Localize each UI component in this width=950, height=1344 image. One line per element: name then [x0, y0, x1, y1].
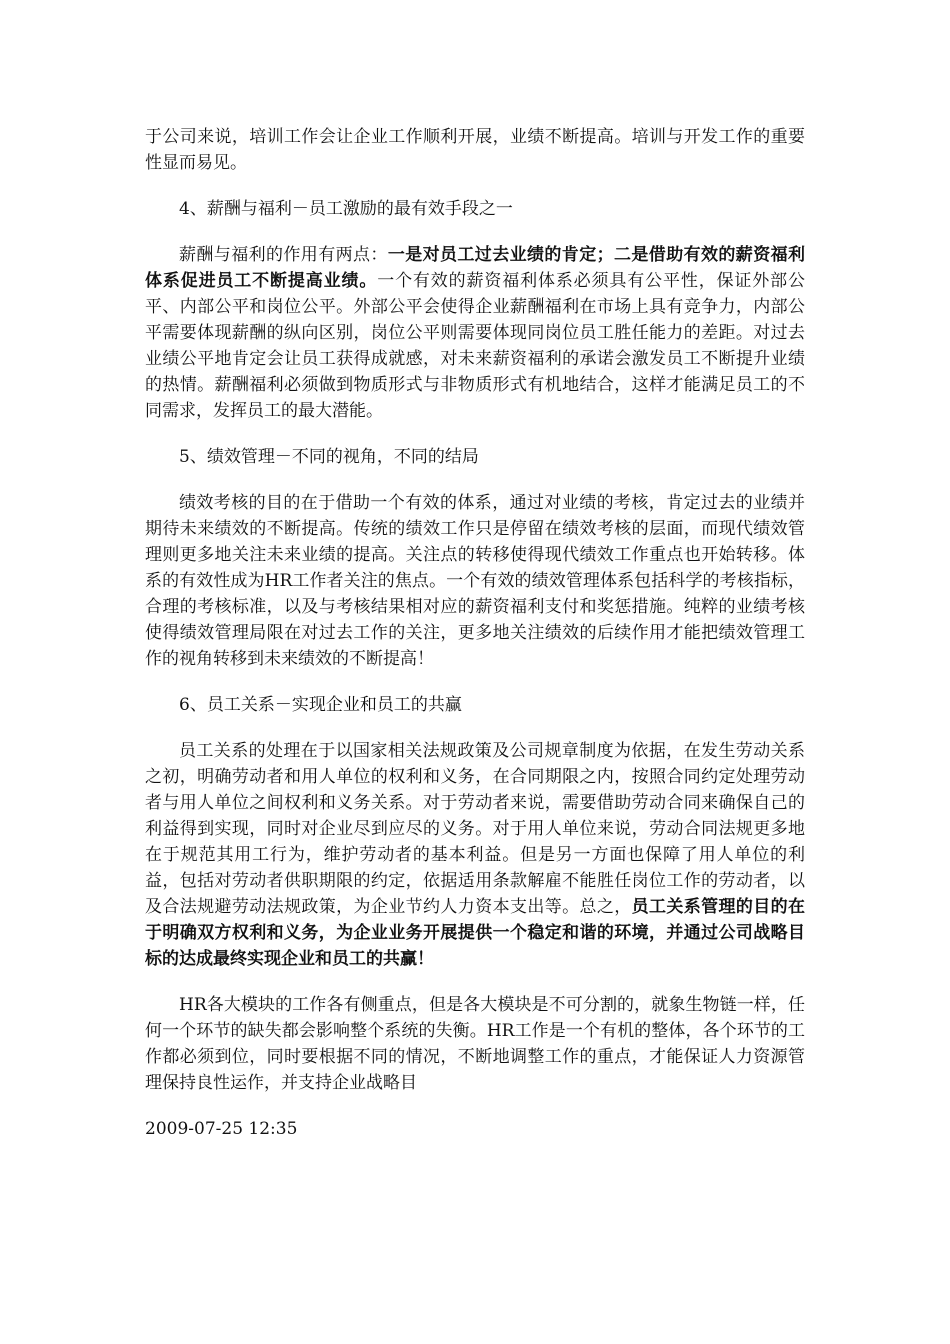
document-body: [145, 124, 805, 1142]
post-timestamp: 2009-07-25 12:35: [145, 1119, 298, 1139]
compensation-bold-statement: 一是对员工过去业绩的肯定；二是借助有效的薪资福利体系促进员工不断提高业绩。: [145, 245, 806, 291]
compensation-intro: 薪酬与福利的作用有两点：: [179, 245, 388, 265]
employee-relations-detail: 员工关系的处理在于以国家相关法规政策及公司规章制度为依据，在发生劳动关系之初，明确劳动者和用人单位的权利和义务，在合同期限之内，按照合同约定处理劳动者与用人单位之间权利和义务关系。对于劳动者来说，需要借助劳动合同来确保自己的利益得到实现，同时对企业尽到应尽的义务。对于用人单位来说，劳动合同法规更多地在于规范其用工行为，维护劳动者的基本利益。但是另一方面也保障了用人单位的利益，包括对劳动者供职期限的约定，依据适用条款解雇不能胜任岗位工作的劳动者，以及合法规避劳动法规政策，为企业节约人力资本支出等。总之，: [145, 741, 805, 917]
employee-relations-bold-conclusion: 员工关系管理的目的在于明确双方权利和义务，为企业业务开展提供一个稳定和谐的环境，并通过公司战略目标的达成最终实现企业和员工的共赢！: [145, 897, 805, 969]
paragraph-performance: 绩效考核的目的在于借助一个有效的体系，通过对业绩的考核，肯定过去的业绩并期待未来绩效的不断提高。传统的绩效工作只是停留在绩效考核的层面，而现代绩效管理则更多地关注未来业绩的提高。关注点的转移使得现代绩效工作重点也开始转移。体系的有效性成为HR工作者关注的焦点。一个有效的绩效管理体系包括科学的考核指标，合理的考核标准，以及与考核结果相对应的薪资福利支付和奖惩措施。纯粹的业绩考核使得绩效管理局限在对过去工作的关注，更多地关注绩效的后续作用才能把绩效管理工作的视角转移到未来绩效的不断提高！: [145, 493, 805, 669]
heading-employee-relations: 6、员工关系－实现企业和员工的共赢: [179, 695, 462, 715]
heading-performance: 5、绩效管理－不同的视角，不同的结局: [179, 447, 479, 467]
compensation-detail: 一个有效的薪资福利体系必须具有公平性，保证外部公平、内部公平和岗位公平。外部公平会使得企业薪酬福利在市场上具有竞争力，内部公平需要体现薪酬的纵向区别，岗位公平则需要体现同岗位员工胜任能力的差距。对过去业绩公平地肯定会让员工获得成就感，对未来薪资福利的承诺会激发员工不断提升业绩的热情。薪酬福利必须做到物质形式与非物质形式有机地结合，这样才能满足员工的不同需求，发挥员工的最大潜能。: [145, 271, 806, 421]
paragraph-employee-relations: [145, 738, 805, 972]
paragraph-training-continued: 于公司来说，培训工作会让企业工作顺利开展，业绩不断提高。培训与开发工作的重要性显而易见。: [145, 127, 805, 173]
paragraph-hr-modules: HR各大模块的工作各有侧重点，但是各大模块是不可分割的，就象生物链一样，任何一个环节的缺失都会影响整个系统的失衡。HR工作是一个有机的整体，各个环节的工作都必须到位，同时要根据不同的情况，不断地调整工作的重点，才能保证人力资源管理保持良性运作，并支持企业战略目: [145, 995, 805, 1093]
heading-compensation: 4、薪酬与福利－员工激励的最有效手段之一: [179, 199, 513, 219]
paragraph-compensation: [145, 242, 805, 424]
